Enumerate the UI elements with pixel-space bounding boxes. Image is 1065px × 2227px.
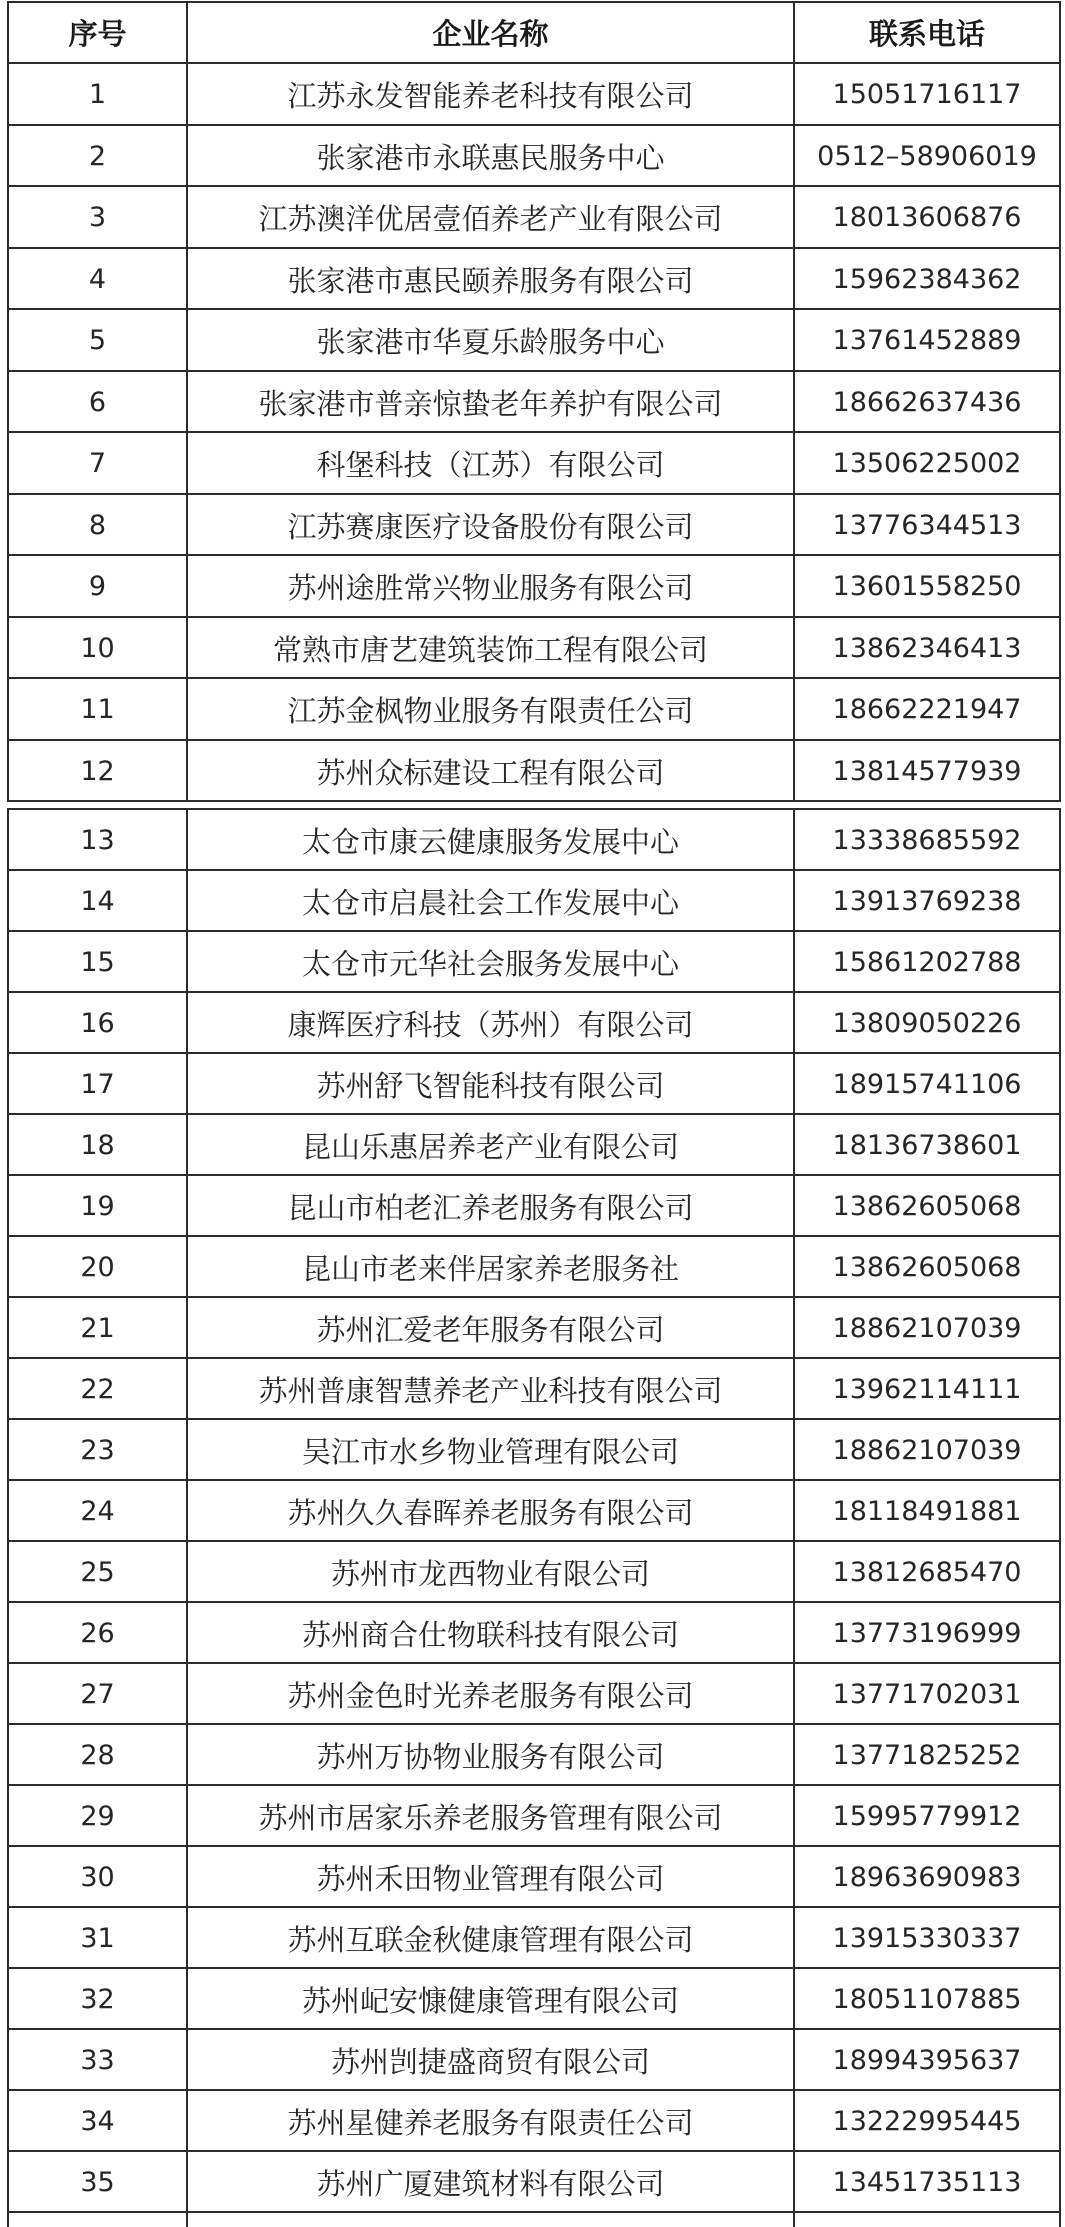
serial-number-cell: 28 [9, 1725, 188, 1784]
table-row [9, 1237, 1061, 1298]
table-row [9, 64, 1061, 126]
serial-number-cell: 23 [9, 1420, 188, 1479]
phone-cell: 15051716117 [795, 64, 1061, 124]
phone-cell: 0512–58906019 [795, 126, 1061, 186]
company-name-cell: 苏州禾田物业管理有限公司 [188, 1847, 795, 1906]
phone-cell: 13862346413 [795, 618, 1061, 678]
phone-cell: 18013606876 [795, 187, 1061, 247]
table-row [9, 2091, 1061, 2152]
serial-number-cell: 9 [9, 556, 188, 616]
serial-number-cell: 7 [9, 433, 188, 493]
table-row [9, 310, 1061, 372]
company-name-cell: 太仓市康云健康服务发展中心 [188, 810, 795, 869]
phone-cell: 18862107039 [795, 1298, 1061, 1357]
serial-number-cell: 10 [9, 618, 188, 678]
serial-number-cell: 34 [9, 2091, 188, 2150]
table-row [9, 1176, 1061, 1237]
serial-number-cell: 15 [9, 932, 188, 991]
company-name-cell: 苏州汇爱老年服务有限公司 [188, 1298, 795, 1357]
phone-cell: 13962114111 [795, 1359, 1061, 1418]
table-row [9, 2030, 1061, 2091]
company-name-cell [188, 2213, 795, 2227]
company-name-cell: 苏州星健养老服务有限责任公司 [188, 2091, 795, 2150]
serial-number-cell: 35 [9, 2152, 188, 2211]
table-row [9, 618, 1061, 680]
company-name-cell: 常熟市唐艺建筑装饰工程有限公司 [188, 618, 795, 678]
company-name-cell: 太仓市元华社会服务发展中心 [188, 932, 795, 991]
phone-cell: 18862107039 [795, 1420, 1061, 1479]
table-row [9, 1847, 1061, 1908]
table-row [9, 679, 1061, 741]
serial-number-cell: 33 [9, 2030, 188, 2089]
table-row [9, 433, 1061, 495]
serial-number-cell: 4 [9, 249, 188, 309]
company-name-cell: 苏州市龙西物业有限公司 [188, 1542, 795, 1601]
phone-cell: 18915741106 [795, 1054, 1061, 1113]
phone-cell: 18136738601 [795, 1115, 1061, 1174]
phone-cell: 13913769238 [795, 871, 1061, 930]
serial-number-cell: 13 [9, 810, 188, 869]
phone-cell: 15995779912 [795, 1786, 1061, 1845]
serial-number-cell: 6 [9, 372, 188, 432]
serial-number-cell: 30 [9, 1847, 188, 1906]
serial-number-cell: 1 [9, 64, 188, 124]
table-row [9, 372, 1061, 434]
company-name-cell: 江苏赛康医疗设备股份有限公司 [188, 495, 795, 555]
table-row [9, 1359, 1061, 1420]
table-row [9, 1786, 1061, 1847]
phone-cell: 13222995445 [795, 2091, 1061, 2150]
phone-cell: 13761452889 [795, 310, 1061, 370]
company-name-cell: 江苏金枫物业服务有限责任公司 [188, 679, 795, 739]
table-row [9, 1908, 1061, 1969]
company-name-cell: 苏州普康智慧养老产业科技有限公司 [188, 1359, 795, 1418]
table-body [9, 64, 1061, 802]
table-row [9, 871, 1061, 932]
phone-cell: 13601558250 [795, 556, 1061, 616]
table-row [9, 741, 1061, 803]
serial-number-cell: 24 [9, 1481, 188, 1540]
table-row [9, 1969, 1061, 2030]
header-serial-number: 序号 [9, 3, 188, 62]
phone-cell: 18963690983 [795, 1847, 1061, 1906]
phone-cell: 13338685592 [795, 810, 1061, 869]
serial-number-cell: 14 [9, 871, 188, 930]
phone-cell: 13771825252 [795, 1725, 1061, 1784]
serial-number-cell: 20 [9, 1237, 188, 1296]
company-name-cell: 昆山市老来伴居家养老服务社 [188, 1237, 795, 1296]
table-row [9, 1664, 1061, 1725]
table-row [9, 1420, 1061, 1481]
company-name-cell: 江苏澳洋优居壹佰养老产业有限公司 [188, 187, 795, 247]
phone-cell: 13506225002 [795, 433, 1061, 493]
table-row [9, 126, 1061, 188]
serial-number-cell: 11 [9, 679, 188, 739]
table-row [9, 249, 1061, 311]
table-row [9, 993, 1061, 1054]
table-row [9, 1115, 1061, 1176]
table-body [9, 810, 1061, 2213]
serial-number-cell: 22 [9, 1359, 188, 1418]
phone-cell: 13812685470 [795, 1542, 1061, 1601]
phone-cell: 13776344513 [795, 495, 1061, 555]
company-name-cell: 苏州万协物业服务有限公司 [188, 1725, 795, 1784]
phone-cell: 18662221947 [795, 679, 1061, 739]
serial-number-cell: 16 [9, 993, 188, 1052]
company-name-cell: 张家港市惠民颐养服务有限公司 [188, 249, 795, 309]
phone-cell: 13451735113 [795, 2152, 1061, 2211]
company-name-cell: 太仓市启晨社会工作发展中心 [188, 871, 795, 930]
table-row [9, 1542, 1061, 1603]
company-name-cell: 康辉医疗科技（苏州）有限公司 [188, 993, 795, 1052]
company-name-cell: 苏州商合仕物联科技有限公司 [188, 1603, 795, 1662]
serial-number-cell [9, 2213, 188, 2227]
phone-cell: 15861202788 [795, 932, 1061, 991]
phone-cell: 13814577939 [795, 741, 1061, 801]
company-name-cell: 苏州久久春晖养老服务有限公司 [188, 1481, 795, 1540]
company-name-cell: 科堡科技（江苏）有限公司 [188, 433, 795, 493]
company-name-cell: 苏州互联金秋健康管理有限公司 [188, 1908, 795, 1967]
table-row [9, 1603, 1061, 1664]
table-section [7, 808, 1061, 2227]
company-name-cell: 苏州金色时光养老服务有限公司 [188, 1664, 795, 1723]
serial-number-cell: 21 [9, 1298, 188, 1357]
company-name-cell: 吴江市水乡物业管理有限公司 [188, 1420, 795, 1479]
serial-number-cell: 29 [9, 1786, 188, 1845]
header-company-name: 企业名称 [188, 3, 795, 62]
serial-number-cell: 31 [9, 1908, 188, 1967]
serial-number-cell: 17 [9, 1054, 188, 1113]
table-row-partial [9, 2213, 1061, 2227]
company-name-cell: 苏州众标建设工程有限公司 [188, 741, 795, 801]
phone-cell: 13773196999 [795, 1603, 1061, 1662]
serial-number-cell: 27 [9, 1664, 188, 1723]
header-phone: 联系电话 [795, 3, 1061, 62]
company-name-cell: 苏州市居家乐养老服务管理有限公司 [188, 1786, 795, 1845]
serial-number-cell: 3 [9, 187, 188, 247]
phone-cell: 18051107885 [795, 1969, 1061, 2028]
company-name-cell: 苏州途胜常兴物业服务有限公司 [188, 556, 795, 616]
table-row [9, 556, 1061, 618]
table-row [9, 1054, 1061, 1115]
table-row [9, 1298, 1061, 1359]
company-name-cell: 昆山乐惠居养老产业有限公司 [188, 1115, 795, 1174]
serial-number-cell: 19 [9, 1176, 188, 1235]
phone-cell: 13862605068 [795, 1237, 1061, 1296]
table-header [9, 3, 1061, 64]
company-name-cell: 昆山市柏老汇养老服务有限公司 [188, 1176, 795, 1235]
company-name-cell: 苏州屺安慷健康管理有限公司 [188, 1969, 795, 2028]
phone-cell: 13771702031 [795, 1664, 1061, 1723]
company-name-cell: 苏州广厦建筑材料有限公司 [188, 2152, 795, 2211]
company-name-cell: 张家港市永联惠民服务中心 [188, 126, 795, 186]
company-name-cell: 江苏永发智能养老科技有限公司 [188, 64, 795, 124]
phone-cell: 15962384362 [795, 249, 1061, 309]
table-row [9, 1481, 1061, 1542]
serial-number-cell: 32 [9, 1969, 188, 2028]
company-name-cell: 苏州剀捷盛商贸有限公司 [188, 2030, 795, 2089]
serial-number-cell: 18 [9, 1115, 188, 1174]
phone-cell: 13915330337 [795, 1908, 1061, 1967]
serial-number-cell: 26 [9, 1603, 188, 1662]
table-row [9, 2152, 1061, 2213]
serial-number-cell: 2 [9, 126, 188, 186]
serial-number-cell: 5 [9, 310, 188, 370]
company-name-cell: 张家港市普亲惊蛰老年养护有限公司 [188, 372, 795, 432]
phone-cell: 18118491881 [795, 1481, 1061, 1540]
table-row [9, 1725, 1061, 1786]
phone-cell: 18994395637 [795, 2030, 1061, 2089]
company-name-cell: 苏州舒飞智能科技有限公司 [188, 1054, 795, 1113]
table-row [9, 495, 1061, 557]
table-row [9, 932, 1061, 993]
serial-number-cell: 25 [9, 1542, 188, 1601]
company-name-cell: 张家港市华夏乐龄服务中心 [188, 310, 795, 370]
phone-cell [795, 2213, 1061, 2227]
phone-cell: 13809050226 [795, 993, 1061, 1052]
table-row [9, 810, 1061, 871]
serial-number-cell: 8 [9, 495, 188, 555]
table-section [7, 1, 1061, 802]
serial-number-cell: 12 [9, 741, 188, 801]
phone-cell: 18662637436 [795, 372, 1061, 432]
table-row [9, 187, 1061, 249]
phone-cell: 13862605068 [795, 1176, 1061, 1235]
